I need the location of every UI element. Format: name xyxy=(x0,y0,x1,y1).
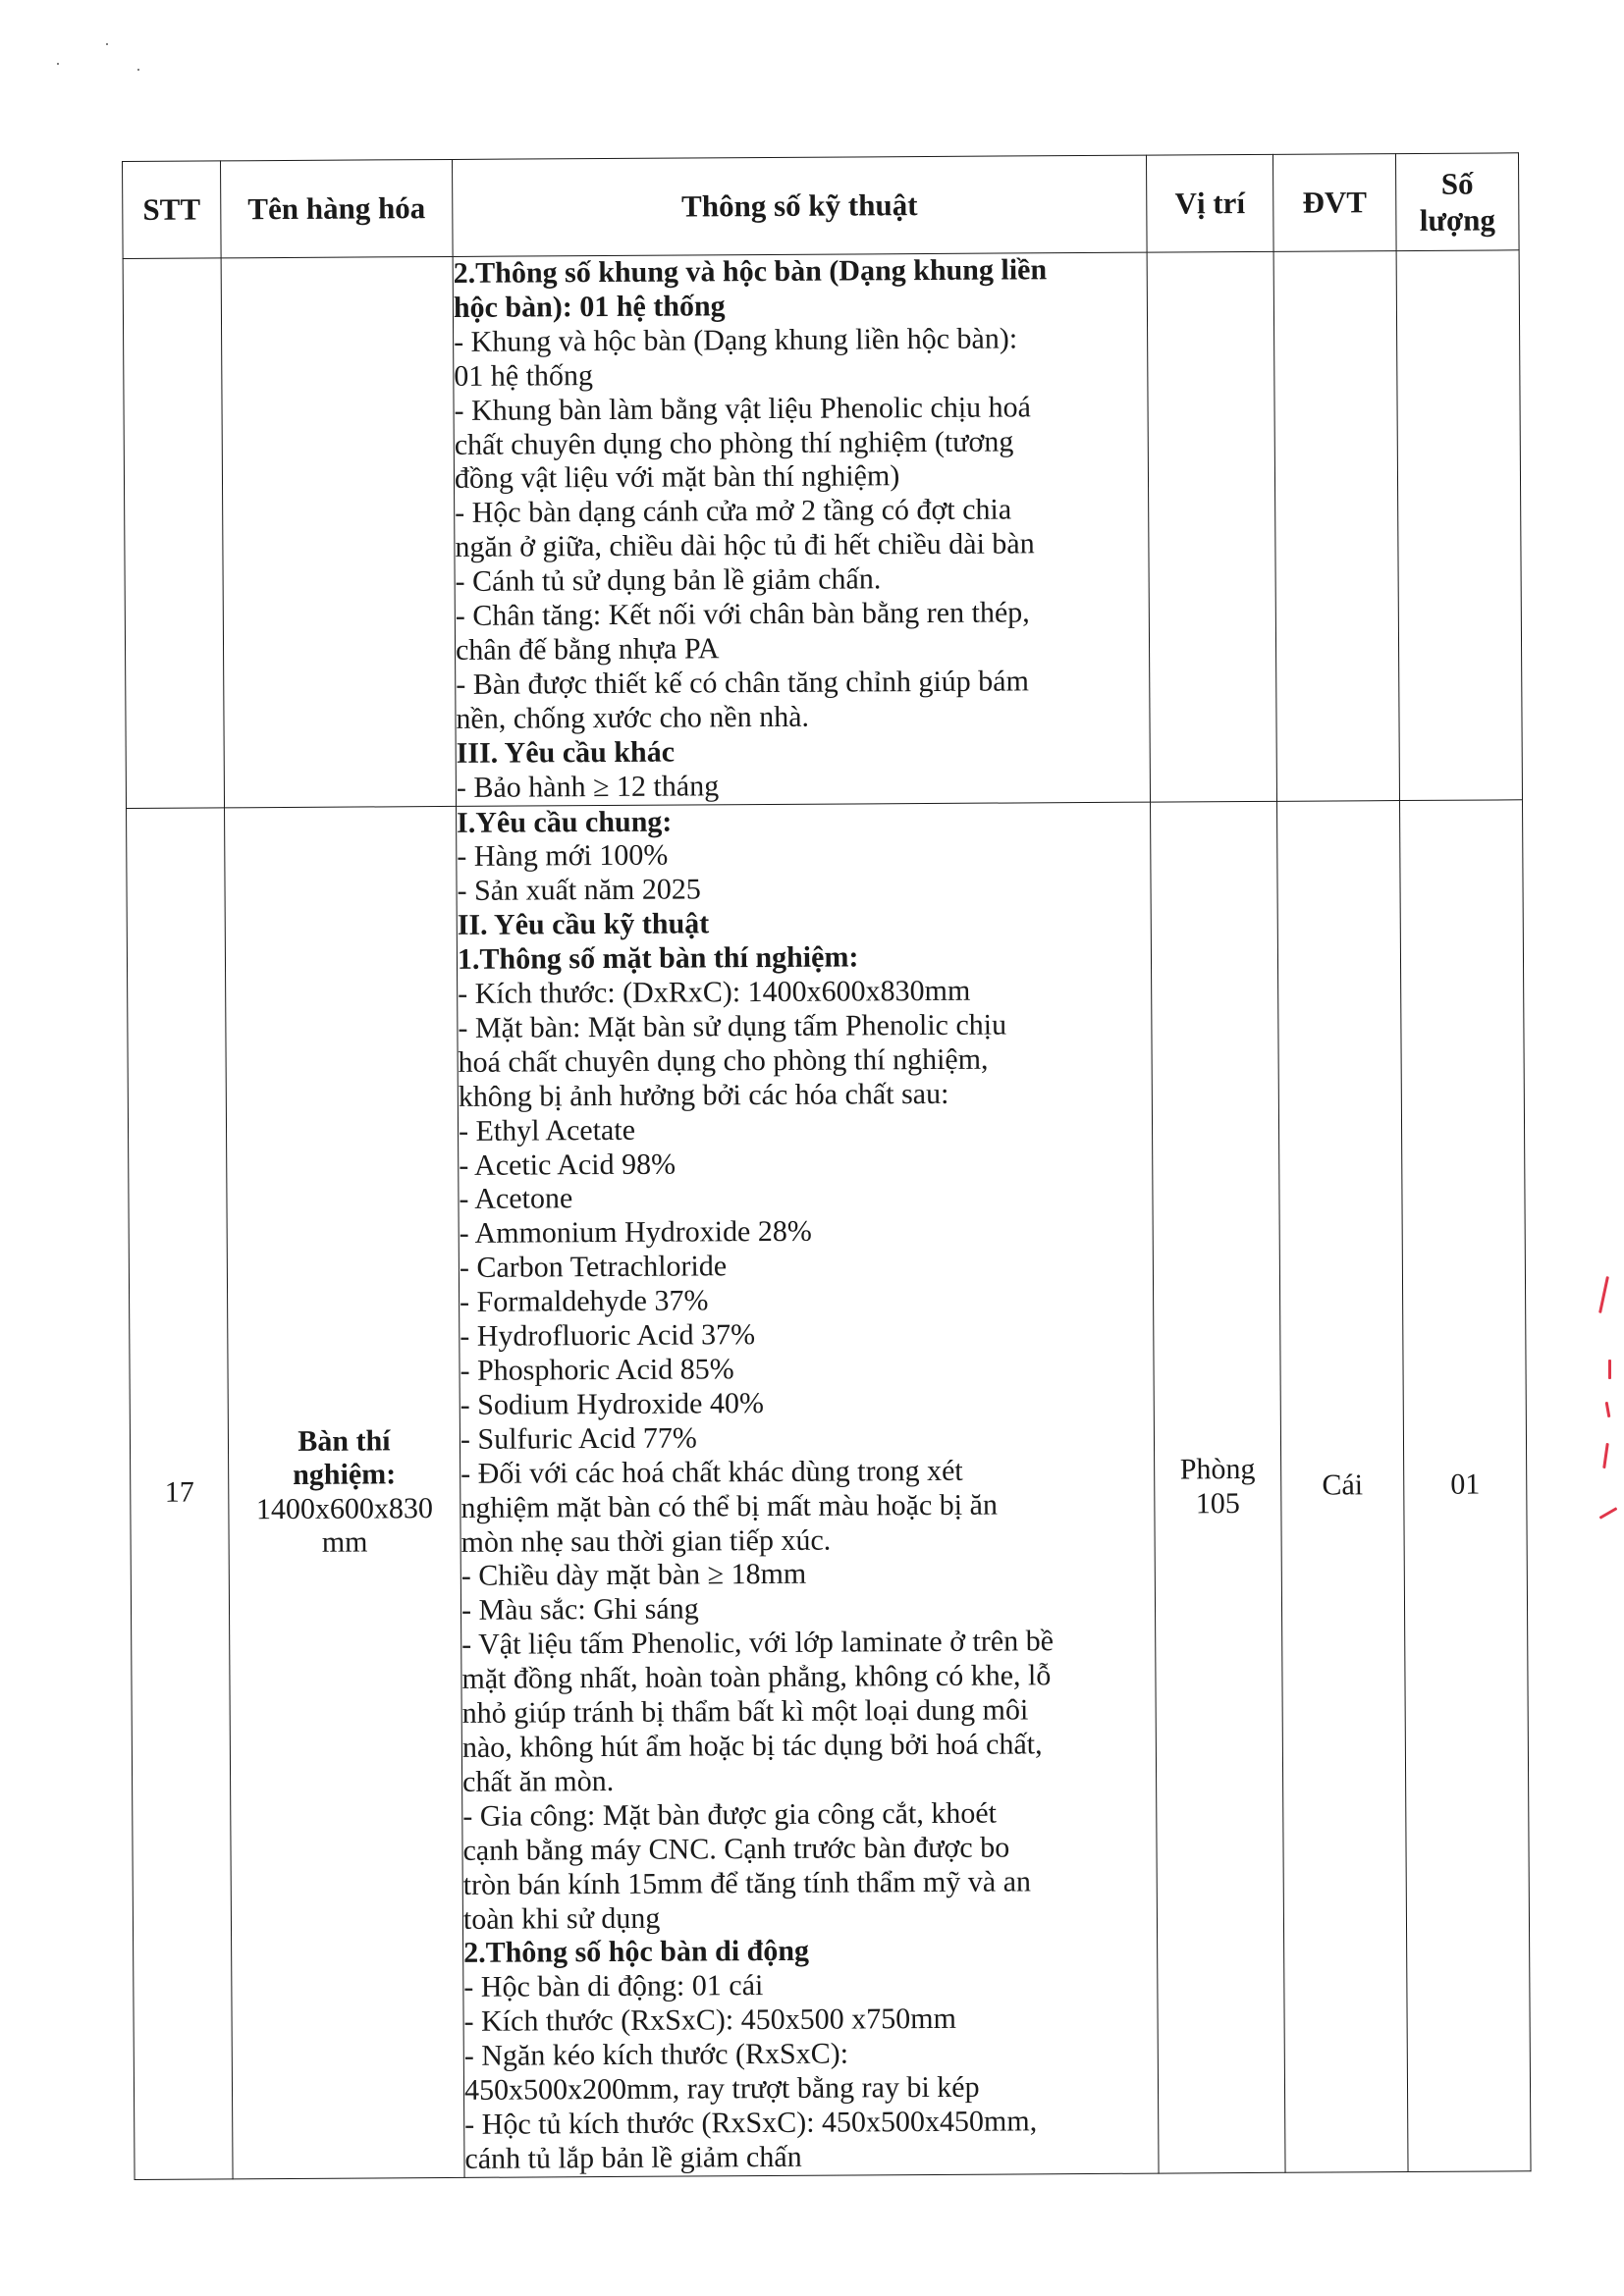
header-stt: STT xyxy=(123,161,222,259)
scan-speck xyxy=(57,63,59,65)
spec-line: - Acetone xyxy=(459,1182,573,1216)
spec-line: cánh tủ lắp bản lề giảm chấn xyxy=(464,2140,802,2175)
item-size-1: 1400x600x830 xyxy=(255,1491,433,1525)
spec-heading: III. Yêu cầu khác xyxy=(456,735,676,770)
spec-line: - Chân tăng: Kết nối với chân bàn bằng ren thép, xyxy=(455,596,1030,632)
scan-speck xyxy=(106,43,108,45)
spec-line: - Cánh tủ sử dụng bản lề giảm chấn. xyxy=(455,562,882,599)
spec-line: chất ăn mòn. xyxy=(461,1764,615,1798)
spec-line: - Khung và hộc bàn (Dạng khung liền hộc bàn): xyxy=(454,322,1018,358)
header-location: Vị trí xyxy=(1146,154,1273,252)
empty-cell xyxy=(1396,250,1522,800)
header-quantity xyxy=(1395,153,1519,251)
red-stamp-mark xyxy=(1605,1402,1611,1417)
spec-line: - Sodium Hydroxide 40% xyxy=(460,1386,764,1421)
spec-line: - Sulfuric Acid 77% xyxy=(460,1421,697,1456)
spec-line: - Ethyl Acetate xyxy=(458,1113,636,1148)
header-quantity-line1: Số xyxy=(1440,166,1474,201)
spec-line: toàn khi sử dụng xyxy=(462,1901,661,1936)
spec-line: mặt đồng nhất, hoàn toàn phẳng, không có khe, lỗ xyxy=(461,1659,1052,1696)
item-name-bold-1: Bàn thí xyxy=(298,1423,391,1458)
spec-line: nền, chống xước cho nền nhà. xyxy=(456,700,810,735)
spec-line: - Acetic Acid 98% xyxy=(459,1148,677,1182)
quantity-cell: 01 xyxy=(1400,799,1532,2171)
spec-line: - Mặt bàn: Mặt bàn sử dụng tấm Phenolic chịu xyxy=(458,1008,1007,1044)
spec-line: - Kích thước: (DxRxC): 1400x600x830mm xyxy=(458,974,971,1010)
spec-line: - Màu sắc: Ghi sáng xyxy=(460,1592,699,1628)
item-size-2: mm xyxy=(321,1525,368,1559)
spec-heading: 2.Thông số hộc bàn di động xyxy=(463,1935,810,1970)
spec-line: - Hộc bàn di động: 01 cái xyxy=(463,1969,764,2004)
unit-cell: Cái xyxy=(1277,800,1409,2172)
red-stamp-mark xyxy=(1602,1443,1609,1468)
spec-line: tròn bán kính 15mm để tăng tính thẩm mỹ và an xyxy=(462,1864,1032,1901)
spec-line: mòn nhẹ sau thời gian tiếp xúc. xyxy=(460,1523,832,1559)
item-name-bold-2: nghiệm: xyxy=(293,1458,397,1492)
red-stamp-mark xyxy=(1598,1276,1609,1313)
empty-cell xyxy=(1147,251,1276,801)
spec-line: chân đế bằng nhựa PA xyxy=(455,632,720,667)
spec-lines xyxy=(454,253,1150,806)
spec-cell-row-17 xyxy=(457,802,1160,2178)
spec-heading: hộc bàn): 01 hệ thống xyxy=(453,290,726,324)
spec-heading: II. Yêu cầu kỹ thuật xyxy=(457,907,710,942)
spec-line: chất chuyên dụng cho phòng thí nghiệm (tương xyxy=(454,424,1014,461)
spec-line: - Hàng mới 100% xyxy=(457,839,669,874)
spec-line: nào, không hút ẩm hoặc bị tác dụng bởi hoá chất, xyxy=(461,1728,1043,1764)
spec-line: không bị ảnh hưởng bởi các hóa chất sau: xyxy=(458,1077,949,1113)
spec-line: đồng vật liệu với mặt bàn thí nghiệm) xyxy=(454,459,900,496)
location-cell xyxy=(1151,801,1286,2173)
red-stamp-mark xyxy=(1608,1360,1611,1379)
header-quantity-line2: lượng xyxy=(1419,202,1496,238)
spec-line: - Ammonium Hydroxide 28% xyxy=(459,1215,812,1251)
item-name-cell xyxy=(225,806,465,2179)
red-stamp-mark xyxy=(1599,1507,1618,1520)
spec-line: - Bảo hành ≥ 12 tháng xyxy=(456,769,720,804)
spec-line: - Gia công: Mặt bàn được gia công cắt, khoét xyxy=(462,1796,998,1833)
spec-line: - Chiều dày mặt bàn ≥ 18mm xyxy=(460,1558,807,1593)
empty-cell xyxy=(1273,251,1399,801)
location-line2: 105 xyxy=(1195,1486,1240,1520)
table-row-continued xyxy=(123,250,1522,808)
spec-line: nhỏ giúp tránh bị thẩm bất kì một loại dung môi xyxy=(461,1693,1029,1730)
spec-line: cạnh bằng máy CNC. Cạnh trước bàn được bo xyxy=(462,1831,1010,1867)
spec-line: - Carbon Tetrachloride xyxy=(459,1250,728,1285)
spec-line: - Hộc tủ kích thước (RxSxC): 450x500x450mm, xyxy=(464,2105,1038,2141)
scan-speck xyxy=(137,69,139,71)
header-row xyxy=(123,153,1520,259)
spec-line: - Bàn được thiết kế có chân tăng chỉnh giúp bám xyxy=(456,665,1029,701)
spec-line: ngăn ở giữa, chiều dài hộc tủ đi hết chiều dài bàn xyxy=(455,527,1035,564)
spec-line: nghiệm mặt bàn có thể bị mất màu hoặc bị ăn xyxy=(460,1488,998,1524)
header-specifications: Thông số kỹ thuật xyxy=(452,155,1147,256)
spec-line: - Formaldehyde 37% xyxy=(460,1284,709,1319)
spec-line: - Phosphoric Acid 85% xyxy=(460,1353,734,1387)
header-item-name: Tên hàng hóa xyxy=(221,159,454,257)
spec-line: 450x500x200mm, ray trượt bằng ray bi kép xyxy=(463,2070,980,2107)
spec-heading: I.Yêu cầu chung: xyxy=(457,805,673,839)
spec-line: - Đối với các hoá chất khác dùng trong xét xyxy=(460,1454,963,1490)
header-unit: ĐVT xyxy=(1272,154,1396,252)
spec-line: - Hydrofluoric Acid 37% xyxy=(460,1318,756,1354)
spec-cell-continued xyxy=(453,252,1150,806)
spec-line: - Ngăn kéo kích thước (RxSxC): xyxy=(463,2037,849,2073)
spec-heading: 2.Thông số khung và hộc bàn (Dạng khung liền xyxy=(453,253,1048,290)
spec-heading: 1.Thông số mặt bàn thí nghiệm: xyxy=(457,940,859,977)
spec-line: hoá chất chuyên dụng cho phòng thí nghiệm, xyxy=(458,1042,989,1079)
spec-line: 01 hệ thống xyxy=(454,358,594,393)
table-row-17 xyxy=(127,799,1532,2179)
spec-line: - Hộc bàn dạng cánh cửa mở 2 tầng có đợt chia xyxy=(455,493,1012,530)
spec-line: - Khung bàn làm bằng vật liệu Phenolic chịu hoá xyxy=(454,390,1032,427)
empty-cell xyxy=(221,256,456,807)
location-line1: Phòng xyxy=(1179,1453,1256,1486)
spec-line: - Sản xuất năm 2025 xyxy=(457,873,701,908)
spec-line: - Vật liệu tấm Phenolic, với lớp laminate ở trên bề xyxy=(461,1625,1055,1662)
spec-line: - Kích thước (RxSxC): 450x500 x750mm xyxy=(463,2002,956,2039)
spec-lines xyxy=(457,802,1159,2177)
empty-cell xyxy=(123,258,224,808)
row-number: 17 xyxy=(127,807,234,2179)
specification-table xyxy=(122,152,1532,2179)
